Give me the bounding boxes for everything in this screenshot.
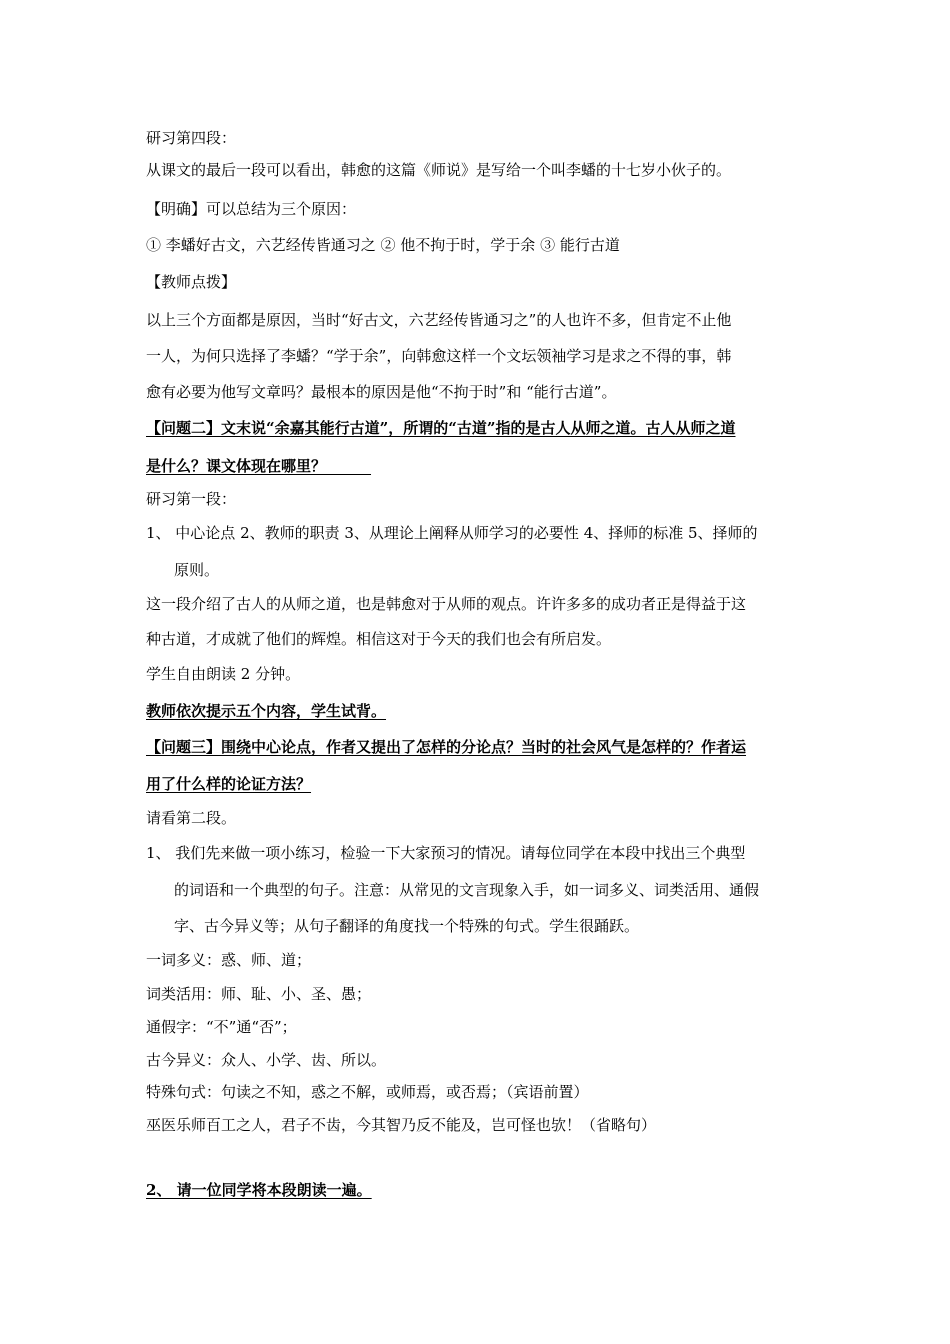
vocab-line: 词类活用：师、耻、小、圣、愚； (146, 985, 372, 1003)
paragraph-line: 种古道，才成就了他们的辉煌。相信这对于今天的我们也会有所启发。 (146, 630, 612, 648)
section-heading-para1: 研习第一段： (146, 490, 237, 508)
question-three: 【问题三】围绕中心论点，作者又提出了怎样的分论点？当时的社会风气是怎样的？作者运 (146, 738, 747, 756)
list-item-1-cont: 原则。 (174, 561, 220, 579)
list-item-1: 1、 我们先来做一项小练习，检验一下大家预习的情况。请每位同学在本段中找出三个典型 (146, 844, 746, 862)
clarify-heading: 【明确】可以总结为三个原因： (146, 200, 357, 218)
paragraph-line: 以上三个方面都是原因，当时“好古文，六艺经传皆通习之”的人也许不多，但肯定不止他 (146, 311, 732, 329)
vocab-line: 古今异义：众人、小学、齿、所以。 (146, 1051, 387, 1069)
vocab-line: 通假字：“不”通“否”； (146, 1018, 297, 1036)
paragraph-line: 愈有必要为他写文章吗？最根本的原因是他“不拘于时”和 “能行古道”。 (146, 383, 617, 401)
teacher-guidance-heading: 【教师点拨】 (146, 273, 237, 291)
list-item-2: 2、 请一位同学将本段朗读一遍。 (146, 1181, 372, 1199)
question-two-cont: 是什么？课文体现在哪里？ (146, 457, 372, 475)
sentence-pattern-line: 巫医乐师百工之人，君子不齿，今其智乃反不能及，岂可怪也欤！（省略句） (146, 1116, 657, 1134)
list-item-1-cont: 字、古今异义等；从句子翻译的角度找一个特殊的句式。学生很踊跃。 (174, 917, 640, 935)
vocab-line: 一词多义：惑、师、道； (146, 951, 312, 969)
reading-note: 学生自由朗读 2 分钟。 (146, 665, 301, 683)
reasons-list: ① 李蟠好古文，六艺经传皆通习之 ② 他不拘于时，学于余 ③ 能行古道 (146, 236, 620, 254)
paragraph-line: 一人，为何只选择了李蟠？“学于余”，向韩愈这样一个文坛领袖学习是求之不得的事，韩 (146, 347, 732, 365)
section-heading-para2: 请看第二段。 (146, 809, 237, 827)
question-two: 【问题二】文末说“余嘉其能行古道”，所谓的“古道”指的是古人从师之道。古人从师之道 (146, 419, 736, 437)
question-three-cont: 用了什么样的论证方法？ (146, 775, 312, 793)
list-item-1-cont: 的词语和一个典型的句子。注意：从常见的文言现象入手，如一词多义、词类活用、通假 (174, 881, 760, 899)
sentence-pattern-line: 特殊句式：句读之不知，惑之不解，或师焉，或否焉；（宾语前置） (146, 1083, 589, 1101)
list-item-1: 1、 中心论点 2、教师的职责 3、从理论上阐释从师学习的必要性 4、择师的标准 5、择师的 (146, 524, 758, 542)
paragraph-line: 这一段介绍了古人的从师之道，也是韩愈对于从师的观点。许许多多的成功者正是得益于这 (146, 595, 747, 613)
teacher-prompt: 教师依次提示五个内容，学生试背。 (146, 702, 387, 720)
paragraph-line: 从课文的最后一段可以看出，韩愈的这篇《师说》是写给一个叫李蟠的十七岁小伙子的。 (146, 161, 732, 179)
section-heading-para4: 研习第四段： (146, 129, 237, 147)
